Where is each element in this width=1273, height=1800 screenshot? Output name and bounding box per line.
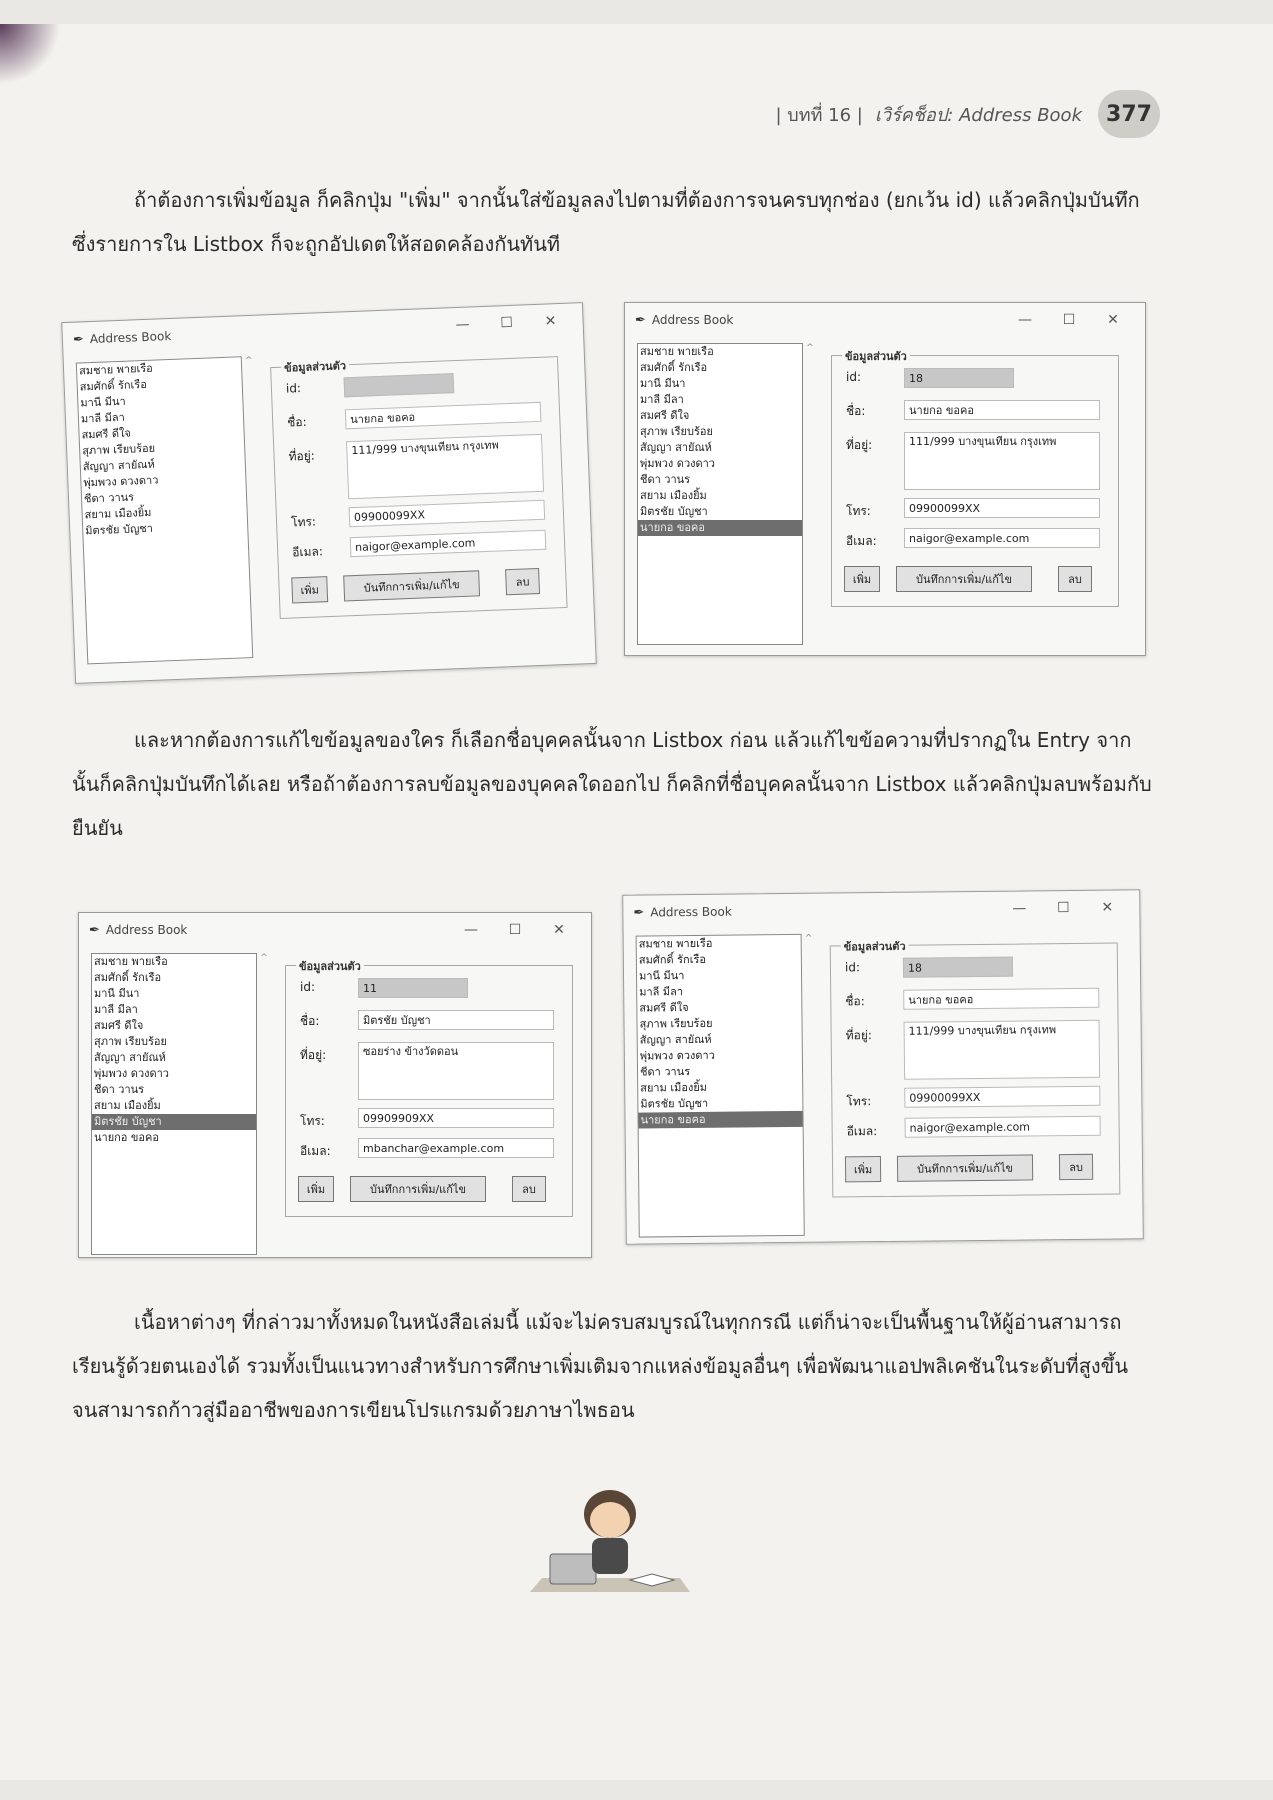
id-field[interactable]: 11 (358, 978, 468, 998)
list-item[interactable]: มานี มีนา (640, 377, 686, 390)
list-item[interactable]: นายกอ ขอคอ (638, 1111, 802, 1129)
list-item[interactable]: สัญญา สายัณห์ (640, 441, 712, 454)
address-field[interactable]: 111/999 บางขุนเทียน กรุงเทพ (346, 434, 544, 499)
close-button[interactable]: ✕ (544, 313, 557, 330)
address-field[interactable]: ซอยร่าง ข้างวัดดอน (358, 1042, 554, 1100)
chapter-title: เวิร์คช็อป: Address Book (874, 104, 1082, 126)
label-name: ชื่อ: (286, 414, 307, 430)
email-field[interactable]: naigor@example.com (905, 1116, 1101, 1138)
name-field[interactable]: มิตรชัย บัญชา (358, 1010, 554, 1030)
window-title: Address Book (105, 923, 188, 937)
label-phone: โทร: (846, 504, 871, 518)
list-item[interactable]: สมศักดิ์ รักเรือ (94, 971, 162, 984)
minimize-button[interactable]: — (1012, 900, 1027, 917)
feather-icon: ✒ (635, 312, 646, 328)
paragraph-1: ถ้าต้องการเพิ่มข้อมูล ก็คลิกปุ่ม "เพิ่ม" จากนั้นใส่ข้อมูลลงไปตามที่ต้องการจนครบทุกช่อง (ยกเว้น id) แล้วคลิกปุ่มบันทึก ซึ่งรายการใน Listbox ก็จะถูกอัปเดตให้สอดคล้องกันทันที (72, 188, 1140, 256)
list-item[interactable]: ชีดา วานร (639, 1065, 691, 1079)
label-email: อีเมล: (291, 544, 324, 560)
label-name: ชื่อ: (845, 994, 865, 1009)
list-item[interactable]: ชีดา วานร (83, 490, 135, 506)
chapter-label: | บทที่ 16 | (775, 104, 863, 126)
list-item[interactable]: สัญญา สายัณห์ (639, 1032, 712, 1047)
list-item[interactable]: นายกอ ขอคอ (638, 520, 802, 536)
laptop-icon (550, 1554, 596, 1584)
window-title: Address Book (650, 904, 732, 920)
phone-field[interactable]: 09900099XX (904, 498, 1100, 518)
list-item[interactable]: สุภาพ เรียบร้อย (94, 1035, 167, 1048)
address-book-window-3 (78, 912, 592, 1258)
frame-label: ข้อมูลส่วนตัว (296, 957, 364, 975)
title-bar (79, 913, 591, 947)
list-item[interactable]: พุ่มพวง ดวงดาว (83, 473, 159, 490)
list-item[interactable]: สุภาพ เรียบร้อย (81, 441, 156, 458)
label-address: ที่อยู่: (300, 1048, 327, 1062)
list-item[interactable]: สยาม เมืองยิ้ม (640, 489, 707, 502)
list-item[interactable]: พุ่มพวง ดวงดาว (639, 1048, 715, 1063)
contact-listbox[interactable] (637, 343, 803, 645)
contact-listbox[interactable] (91, 953, 257, 1255)
feather-icon: ✒ (72, 331, 85, 348)
maximize-button[interactable]: ☐ (1056, 900, 1070, 917)
name-field[interactable]: นายกอ ขอคอ (903, 988, 1099, 1010)
mascot-face (590, 1502, 630, 1538)
id-field[interactable]: 18 (903, 957, 1013, 978)
label-id: id: (300, 980, 315, 994)
list-item[interactable]: มานี มีนา (94, 987, 140, 1000)
mascot-body (592, 1538, 628, 1574)
add-button[interactable]: เพิ่ม (845, 1156, 881, 1182)
list-item[interactable]: สมศักดิ์ รักเรือ (640, 361, 708, 374)
frame-label: ข้อมูลส่วนตัว (281, 356, 350, 377)
name-field[interactable]: นายกอ ขอคอ (345, 402, 542, 430)
window-title: Address Book (89, 328, 172, 347)
list-item[interactable]: ชีดา วานร (640, 473, 691, 486)
feather-icon: ✒ (89, 922, 100, 938)
save-button[interactable]: บันทึกการเพิ่ม/แก้ไข (896, 566, 1032, 592)
phone-field[interactable]: 09909909XX (358, 1108, 554, 1128)
list-item[interactable]: นายกอ ขอคอ (94, 1131, 159, 1144)
delete-button[interactable]: ลบ (512, 1176, 546, 1202)
delete-button[interactable]: ลบ (1058, 566, 1092, 592)
list-item[interactable]: มิตรชัย บัญชา (640, 505, 708, 518)
list-item[interactable]: สุภาพ เรียบร้อย (640, 425, 713, 438)
list-item[interactable]: มาลี มีลา (639, 985, 684, 999)
label-phone: โทร: (300, 1114, 325, 1128)
list-item[interactable]: มิตรชัย บัญชา (85, 521, 154, 538)
label-address: ที่อยู่: (846, 438, 873, 452)
add-button[interactable]: เพิ่ม (844, 566, 880, 592)
address-book-window-1 (61, 302, 597, 684)
add-button[interactable]: เพิ่ม (291, 576, 328, 603)
title-bar (625, 303, 1145, 337)
list-item[interactable]: ชีดา วานร (94, 1083, 145, 1096)
personal-info-frame (285, 960, 573, 1217)
label-name: ชื่อ: (300, 1014, 320, 1028)
list-item[interactable]: สมชาย พายเรือ (94, 955, 168, 968)
label-email: อีเมล: (846, 1124, 878, 1139)
list-item[interactable]: สัญญา สายัณห์ (82, 457, 155, 474)
delete-button[interactable]: ลบ (505, 568, 540, 595)
list-item[interactable]: มิตรชัย บัญชา (92, 1114, 256, 1130)
paragraph-2: และหากต้องการแก้ไขข้อมูลของใคร ก็เลือกชื่อบุคคลนั้นจาก Listbox ก่อน แล้วแก้ไขข้อความที่ปรากฏใน Entry จากนั้นก็คลิกปุ่มบันทึกได้เลย หรือถ้าต้องการลบข้อมูลของบุคคลใดออกไป ก็คลิกที่ชื่อบุคคลนั้นจาก Listbox แล้วคลิกปุ่มลบพร้อมกับยืนยัน (72, 728, 1152, 840)
close-button[interactable]: ✕ (553, 922, 565, 938)
label-email: อีเมล: (846, 534, 877, 548)
listbox-scrollbar[interactable]: ^ (804, 933, 813, 944)
corner-shadow (0, 24, 60, 84)
address-book-window-4 (622, 889, 1144, 1244)
mascot-illustration (530, 1484, 690, 1604)
page-number: 377 (1098, 90, 1160, 138)
minimize-button[interactable]: — (464, 922, 478, 938)
title-bar (623, 890, 1139, 929)
contact-listbox[interactable] (76, 356, 253, 664)
maximize-button[interactable]: ☐ (1062, 312, 1076, 328)
save-button[interactable]: บันทึกการเพิ่ม/แก้ไข (343, 570, 480, 601)
list-item[interactable]: สมชาย พายเรือ (640, 345, 714, 358)
id-field[interactable] (344, 373, 455, 397)
frame-label: ข้อมูลส่วนตัว (841, 937, 909, 956)
label-email: อีเมล: (300, 1144, 331, 1158)
frame-label: ข้อมูลส่วนตัว (842, 347, 910, 365)
list-item[interactable]: สยาม เมืองยิ้ม (94, 1099, 161, 1112)
list-item[interactable]: สยาม เมืองยิ้ม (84, 505, 152, 522)
list-item[interactable]: สมชาย พายเรือ (78, 361, 154, 378)
label-phone: โทร: (290, 514, 317, 530)
address-field[interactable]: 111/999 บางขุนเทียน กรุงเทพ (904, 1020, 1101, 1080)
name-field[interactable]: นายกอ ขอคอ (904, 400, 1100, 420)
id-field[interactable]: 18 (904, 368, 1014, 388)
label-id: id: (844, 960, 861, 975)
listbox-scrollbar[interactable]: ^ (260, 953, 268, 963)
list-item[interactable]: สมศักดิ์ รักเรือ (638, 952, 707, 967)
list-item[interactable]: สัญญา สายัณห์ (94, 1051, 166, 1064)
list-item[interactable]: สมศรี ดีใจ (639, 1001, 689, 1015)
list-item[interactable]: สยาม เมืองยิ้ม (640, 1080, 708, 1095)
email-field[interactable]: mbanchar@example.com (358, 1138, 554, 1158)
label-phone: โทร: (846, 1094, 872, 1109)
list-item[interactable]: สมศรี ดีใจ (81, 426, 132, 442)
save-button[interactable]: บันทึกการเพิ่ม/แก้ไข (897, 1154, 1033, 1181)
list-item[interactable]: พุ่มพวง ดวงดาว (94, 1067, 169, 1080)
email-field[interactable]: naigor@example.com (350, 530, 547, 558)
label-id: id: (846, 370, 861, 384)
contact-listbox[interactable] (636, 934, 805, 1238)
phone-field[interactable]: 09900099XX (349, 500, 546, 528)
label-name: ชื่อ: (846, 404, 866, 418)
phone-field[interactable]: 09900099XX (904, 1086, 1100, 1108)
list-item[interactable]: มิตรชัย บัญชา (640, 1096, 709, 1111)
feather-icon: ✒ (633, 904, 645, 921)
save-button[interactable]: บันทึกการเพิ่ม/แก้ไข (350, 1176, 486, 1202)
list-item[interactable]: มานี มีนา (80, 394, 126, 410)
close-button[interactable]: ✕ (1107, 312, 1119, 328)
close-button[interactable]: ✕ (1101, 899, 1114, 916)
list-item[interactable]: มานี มีนา (638, 969, 685, 983)
paragraph-3: เนื้อหาต่างๆ ที่กล่าวมาทั้งหมดในหนังสือเล่มนี้ แม้จะไม่ครบสมบูรณ์ในทุกกรณี แต่ก็น่าจะเป็นพื้นฐานให้ผู้อ่านสามารถเรียนรู้ด้วยตนเองได้ รวมทั้งเป็นแนวทางสำหรับการศึกษาเพิ่มเติมจากแหล่งข้อมูลอื่นๆ เพื่อพัฒนาแอปพลิเคชันในระดับที่สูงขึ้น จนสามารถก้าวสู่มืออาชีพของการเขียนโปรแกรมด้วยภาษาไพธอน (72, 1310, 1129, 1422)
list-item[interactable]: พุ่มพวง ดวงดาว (640, 457, 715, 470)
label-id: id: (285, 381, 302, 396)
label-address: ที่อยู่: (845, 1028, 872, 1043)
address-book-window-2 (624, 302, 1146, 656)
list-item[interactable]: สมศรี ดีใจ (94, 1019, 144, 1032)
minimize-button[interactable]: — (1018, 312, 1032, 328)
window-title: Address Book (651, 313, 734, 327)
delete-button[interactable]: ลบ (1059, 1154, 1093, 1180)
maximize-button[interactable]: ☐ (500, 314, 514, 332)
list-item[interactable]: สุภาพ เรียบร้อย (639, 1016, 713, 1031)
listbox-scrollbar[interactable]: ^ (806, 343, 814, 353)
personal-info-frame (831, 350, 1119, 607)
list-item[interactable]: สมชาย พายเรือ (638, 936, 713, 951)
personal-info-frame (830, 939, 1121, 1198)
personal-info-frame (270, 356, 567, 619)
list-item[interactable]: สมศักดิ์ รักเรือ (79, 377, 148, 394)
list-item[interactable]: สมศรี ดีใจ (640, 409, 690, 422)
add-button[interactable]: เพิ่ม (298, 1176, 334, 1202)
list-item[interactable]: มาลี มีลา (640, 393, 684, 406)
email-field[interactable]: naigor@example.com (904, 528, 1100, 548)
list-item[interactable]: มาลี มีลา (94, 1003, 138, 1016)
minimize-button[interactable]: — (455, 316, 470, 334)
label-address: ที่อยู่: (288, 448, 316, 464)
address-field[interactable]: 111/999 บางขุนเทียน กรุงเทพ (904, 432, 1100, 490)
listbox-scrollbar[interactable]: ^ (244, 355, 253, 367)
maximize-button[interactable]: ☐ (508, 922, 522, 938)
page-header (730, 94, 1160, 134)
list-item[interactable]: มาลี มีลา (80, 410, 126, 426)
